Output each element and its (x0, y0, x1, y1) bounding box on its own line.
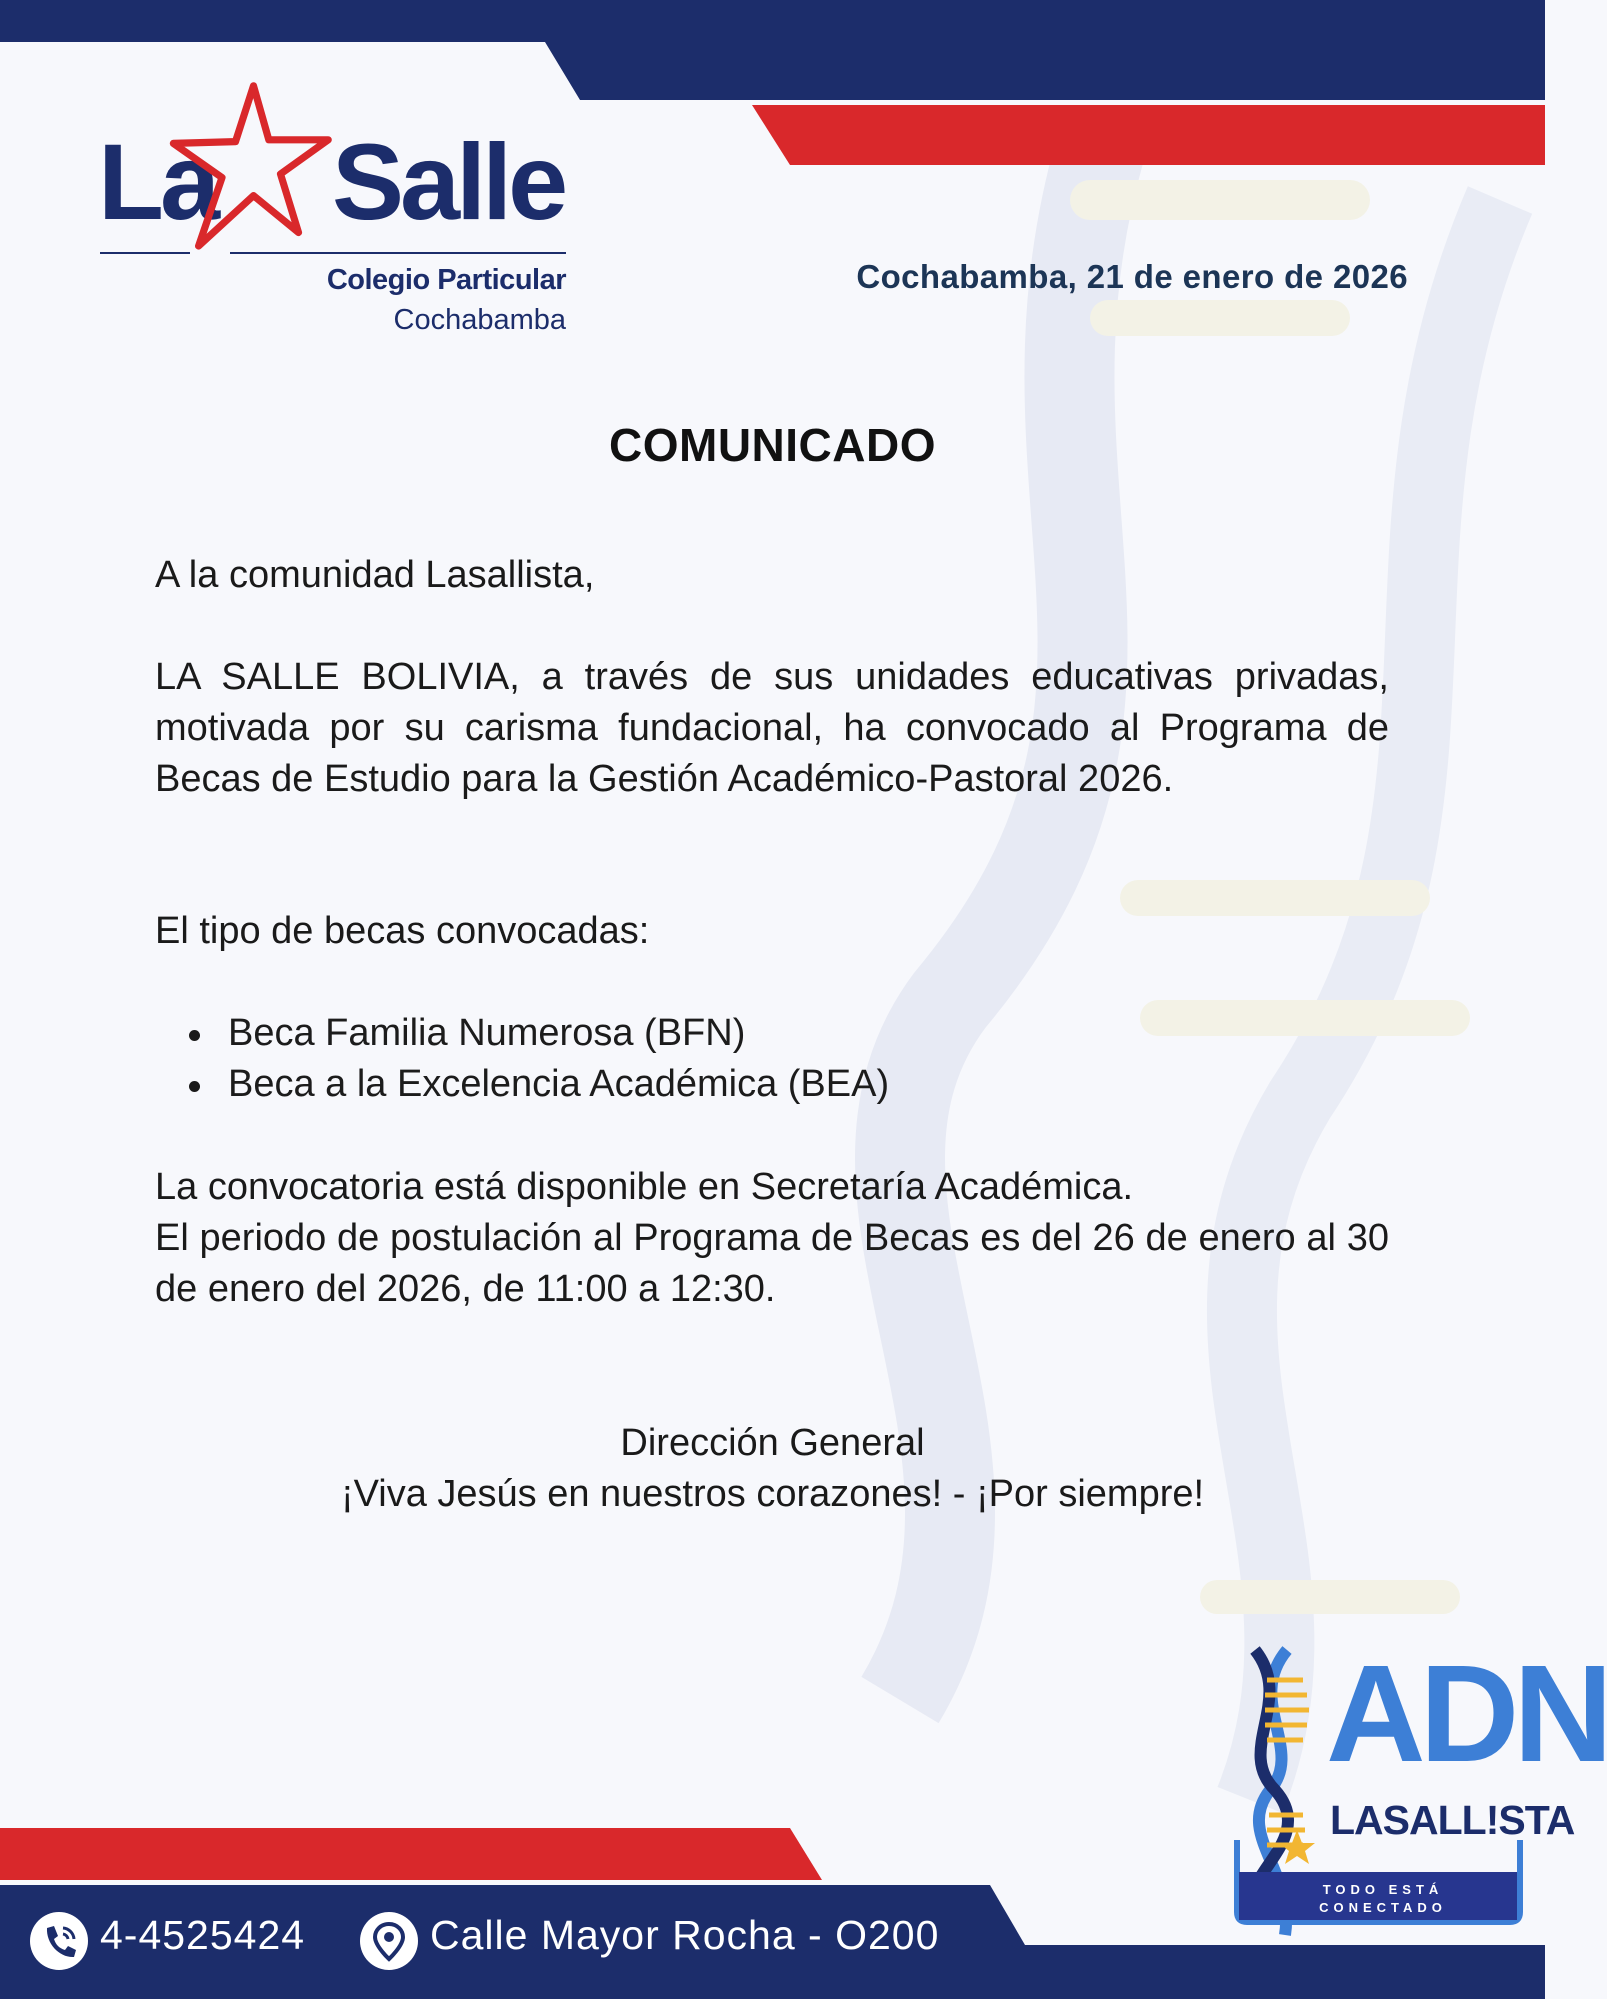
document-date: Cochabamba, 21 de enero de 2026 (856, 258, 1408, 295)
availability-text: La convocatoria está disponible en Secretaría Académica. (155, 1166, 1134, 1208)
logo-rule-right (230, 252, 566, 254)
motto: ¡Viva Jesús en nuestros corazones! - ¡Por siempre! (340, 1473, 1205, 1515)
list-item: Beca a la Excelencia Académica (BEA) (155, 1059, 1389, 1110)
badge-adn: ADN (1326, 1637, 1607, 1791)
logo-word-salle: Salle (332, 121, 565, 242)
signature: Dirección General (620, 1422, 925, 1464)
scholarship-list (155, 1008, 1389, 1110)
logo-word-la: La (98, 121, 217, 242)
greeting: A la comunidad Lasallista, (155, 554, 595, 596)
footer-address: Calle Mayor Rocha - O200 (430, 1912, 940, 1958)
footer-phone: 4-4525424 (100, 1912, 306, 1958)
location-pin-icon (360, 1912, 418, 1970)
logo-star-icon (168, 84, 328, 264)
badge-lasallista: LASALL!STA (1330, 1797, 1575, 1843)
page-title: COMUNICADO (609, 419, 936, 471)
application-period: El periodo de postulación al Programa de Becas es del 26 de enero al 30 de enero del 2026, de 11:00 a 12:30. (155, 1217, 1389, 1310)
phone-icon (30, 1912, 88, 1970)
badge-tagline-1: TODO ESTÁ (1322, 1882, 1444, 1897)
logo-city: Cochabamba (393, 304, 566, 336)
badge-tagline-2: CONECTADO (1319, 1900, 1447, 1915)
logo-rule-left (100, 252, 190, 254)
logo-subtitle: Colegio Particular (326, 264, 566, 296)
list-item: Beca Familia Numerosa (BFN) (155, 1008, 1389, 1059)
scholarship-types-intro: El tipo de becas convocadas: (155, 910, 650, 952)
paragraph-intro: LA SALLE BOLIVIA, a través de sus unidades educativas privadas, motivada por su carisma fundacional, ha convocado al Programa de Becas de Estudio para la Gestión Académico-Pastoral 2026. (155, 656, 1389, 800)
footer-band (0, 1820, 1545, 1999)
